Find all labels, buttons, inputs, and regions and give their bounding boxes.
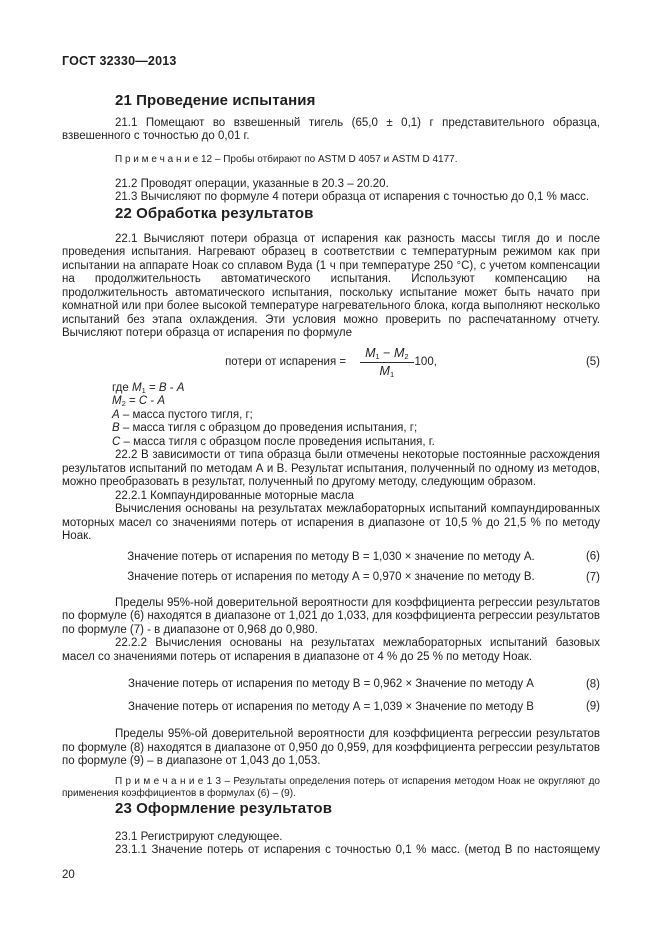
- section-22-heading: 22 Обработка результатов: [115, 204, 314, 222]
- paragraph-22-2-1: 22.2.1 Компаундированные моторные масла: [115, 489, 354, 502]
- equation-7: [62, 571, 600, 585]
- paragraph-limits-6-7: Пределы 95%-ной доверительной вероятности для коэффициента регрессии результатов по формуле (6) находятся в диапазоне от 1,021 до 1,033, для коэффициента регрессии результатов по формуле (7) - в диапазоне от 0,968 до 0,980.: [62, 596, 600, 636]
- formula-5-legend: [112, 382, 600, 450]
- page-number: 20: [62, 869, 75, 881]
- paragraph-23-1-1: 23.1.1 Значение потерь от испарения с точностью 0,1 % масс. (метод В по настоящему: [115, 844, 600, 856]
- paragraph-21-3: 21.3 Вычисляют по формуле 4 потери образца от испарения с точностью до 0,1 % масс.: [115, 191, 590, 203]
- paragraph-22-2-1-body: Вычисления основаны на результатах межлабораторных испытаний компаундированных моторных масел со значениями потерь от испарения в диапазоне от 10,5 % до 21,5 % по методу Ноак.: [62, 503, 600, 542]
- paragraph-21-2: 21.2 Проводят операции, указанные в 20.3 – 20.20.: [115, 177, 389, 190]
- paragraph-22-2: 22.2 В зависимости от типа образца были отмечены некоторые постоянные расхождения результатов испытаний по методам А и В. Результат испытания, полученный по одному из методов, можно преобразовать в результат, полученный по другому методу, следующим образом.: [62, 449, 600, 488]
- paragraph-22-1: 22.1 Вычисляют потери образца от испарения как разность массы тигля до и после проведения испытания. Нагревают образец в соответствии с температурным режимом как при испытании на аппарате Ноак со сплавом Вуда (1 ч при температуре 250 °С), с учетом компенсации на продолжительность автоматического испытания. Используют компенсацию на продолжительность автоматического испытания, поскольку испытание может быть начато при комнатной или при более высокой температуре нагревательного блока, когда выполняют несколько испытаний без этапа охлаждения. Эти условия можно проверить по распечатанному отчету. Вычисляют потери образца от испарения по формуле: [62, 232, 600, 339]
- equation-7-text: Значение потерь от испарения по методу А = 0,970 × значение по методу В.: [127, 571, 535, 583]
- section-21-heading: 21 Проведение испытания: [115, 91, 316, 109]
- equation-8-text: Значение потерь от испарения по методу В = 0,962 × Значение по методу А: [128, 678, 534, 690]
- formula-5-numerator: $M_1 - M_2$: [360, 347, 413, 364]
- legend-line-b: B – масса тигля с образцом до проведения испытания, г;: [112, 422, 418, 434]
- note-12: П р и м е ч а н и е 12 – Пробы отбирают по ASTM D 4057 и ASTM D 4177.: [115, 153, 458, 165]
- legend-line-m2: $M_2 = C - A$: [112, 395, 166, 408]
- legend-line-a: A – масса пустого тигля, г;: [112, 408, 253, 421]
- paragraph-limits-8-9: Пределы 95%-ой доверительной вероятности для коэффициента регрессии результатов по формуле (8) находятся в диапазоне от 0,950 до 0,959, для коэффициента регрессии результатов по формуле (9) – в диапазоне от 1,043 до 1,053.: [62, 728, 600, 767]
- formula-5-factor: 100,: [414, 355, 437, 368]
- equation-8: [62, 678, 600, 692]
- equation-9-text: Значение потерь от испарения по методу А = 1,039 × Значение по методу В: [128, 700, 534, 713]
- equation-7-number: (7): [585, 571, 600, 583]
- formula-5-number: (5): [585, 355, 600, 368]
- formula-5-lhs: потери от испарения =: [225, 355, 347, 368]
- equation-6: [62, 551, 600, 565]
- formula-5-denominator: $M_1$: [379, 364, 395, 379]
- running-header: ГОСТ 32330—2013: [62, 54, 177, 68]
- formula-5-fraction: [360, 347, 413, 379]
- paragraph-21-1: 21.1 Помещают во взвешенный тигель (65,0 ± 0,1) г представительного образца, взвешенного с точностью до 0,01 г.: [62, 116, 600, 142]
- section-23-heading: 23 Оформление результатов: [115, 799, 333, 817]
- paragraph-22-2-2: 22.2.2 Вычисления основаны на результатах межлабораторных испытаний базовых масел со значениями потерь от испарения в диапазоне от 4 % до 25 % по методу Ноак.: [62, 637, 600, 663]
- equation-6-text: Значение потерь от испарения по методу В = 1,030 × значение по методу А.: [127, 550, 535, 563]
- formula-5: [62, 346, 600, 380]
- equation-6-number: (6): [585, 550, 600, 563]
- note-13: П р и м е ч а н и е 1 3 – Результаты определения потерь от испарения методом Ноак не округляют до применения коэффициентов в формулах (6) – (9).: [62, 775, 600, 799]
- legend-line-c: C – масса тигля с образцом после проведения испытания, г.: [112, 435, 435, 448]
- equation-9: [62, 701, 600, 715]
- paragraph-23-1: 23.1 Регистрируют следующее.: [115, 830, 283, 843]
- equation-8-number: (8): [585, 678, 600, 690]
- legend-line-m1: где $M_1 = B - A$: [112, 381, 185, 395]
- equation-9-number: (9): [585, 700, 600, 713]
